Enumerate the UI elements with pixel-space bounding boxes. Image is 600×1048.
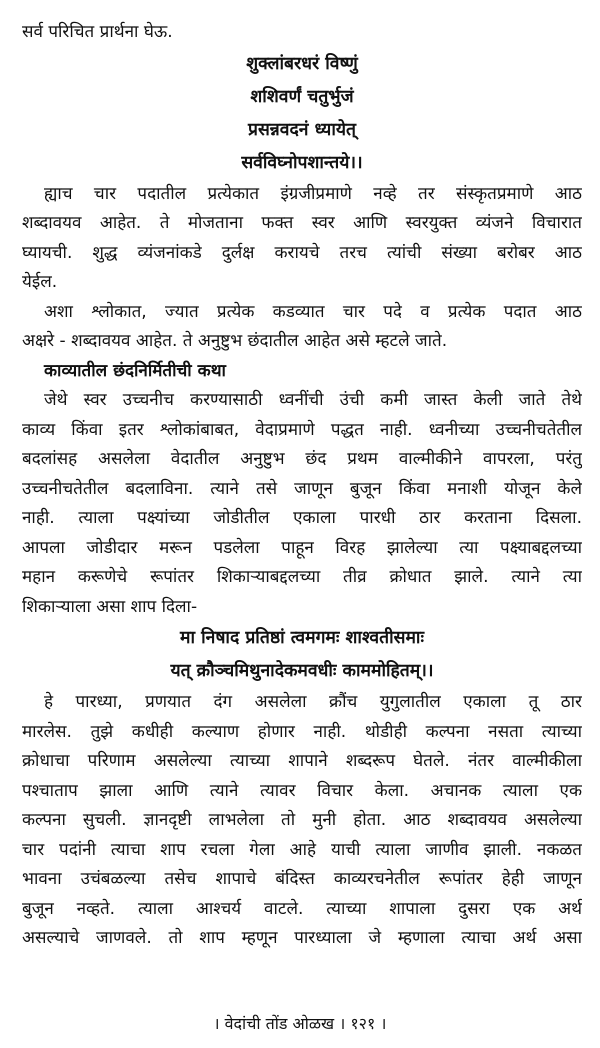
text-line: जेथे स्वर उच्चनीच करण्यासाठी ध्वनींची उंची कमी जास्त केली जाते तेथे xyxy=(44,390,582,410)
shloka-line: प्रसन्नवदनं ध्यायेत् xyxy=(248,119,356,140)
paragraph-anushtubh xyxy=(22,298,582,357)
text-line: भावना उचंबळल्या तसेच शापाचे बंदिस्त काव्यरचनेतील रूपांतर हेही जाणून xyxy=(22,869,582,889)
shloka-shuklambaradharam xyxy=(22,48,582,180)
intro-line: सर्व परिचित प्रार्थना घेऊ. xyxy=(22,22,173,42)
shloka-line: शशिवर्णं चतुर्भुजं xyxy=(250,86,354,107)
text-line: आपला जोडीदार मरून पडलेला पाहून विरह झालेल्या त्या पक्ष्याबद्दलच्या xyxy=(22,537,582,558)
shloka-line: मा निषाद प्रतिष्ठां त्वमगमः शाश्वतीसमाः xyxy=(179,628,424,648)
text-line: क्रोधाचा परिणाम असलेल्या त्याच्या शापाने शब्दरूप घेतले. नंतर वाल्मीकीला xyxy=(22,751,582,771)
text-line: शब्दावयव आहेत. ते मोजताना फक्त स्वर आणि स्वरयुक्त व्यंजने विचारात xyxy=(22,213,582,233)
text-line: ह्याच चार पदातील प्रत्येकात इंग्रजीप्रमाणे नव्हे तर संस्कृतप्रमाणे आठ xyxy=(44,183,582,204)
text-line: घ्यायची. शुद्ध व्यंजनांकडे दुर्लक्ष करायचे तरच त्यांची संख्या बरोबर आठ xyxy=(22,242,582,263)
section-heading: काव्यातील छंदनिर्मितीची कथा xyxy=(44,360,226,381)
text-line: मारलेस. तुझे कधीही कल्याण होणार नाही. थोडीही कल्पना नसता त्याच्या xyxy=(22,721,582,742)
text-line: महान करूणेचे रूपांतर शिकाऱ्याबद्दलच्या तीव्र क्रोधात झाले. त्याने त्या xyxy=(22,567,582,587)
paragraph-eight-syllables xyxy=(22,180,582,298)
text-line: कल्पना सुचली. ज्ञानदृष्टी लाभलेला तो मुनी होता. आठ शब्दावयव असलेल्या xyxy=(22,810,582,830)
shloka-line: सर्वविघ्नोपशान्तये।। xyxy=(241,152,363,173)
paragraph-valmiki-story xyxy=(22,386,582,622)
text-line: उच्चनीचतेतील बदलाविना. त्याने तसे जाणून बुजून किंवा मनाशी योजून केले xyxy=(22,478,582,499)
shloka-line: शुक्लांबरधरं विष्णुं xyxy=(246,53,358,74)
text-line: काव्य किंवा इतर श्लोकांबाबत, वेदाप्रमाणे पद्धत नाही. ध्वनीच्या उच्चनीचतेतील xyxy=(22,419,582,440)
text-line: अक्षरे - शब्दावयव आहेत. ते अनुष्टुभ छंदातील आहेत असे म्हटले जाते. xyxy=(22,331,448,351)
text-line: बदलांसह असलेला वेदातील अनुष्टुभ छंद प्रथम वाल्मीकीने वापरला, परंतु xyxy=(22,449,582,469)
paragraph-shloka-meaning xyxy=(22,688,582,954)
shloka-ma-nishada xyxy=(22,622,582,688)
text-line: शिकाऱ्याला असा शाप दिला- xyxy=(22,596,198,617)
text-line: हे पारध्या, प्रणयात दंग असलेला क्रौंच युगुलातील एकाला तू ठार xyxy=(44,692,582,712)
text-line: चार पदांनी त्याचा शाप रचला गेला आहे याची त्याला जाणीव झाली. नकळत xyxy=(22,839,582,860)
text-line: असल्याचे जाणवले. तो शाप म्हणून पारध्याला जे म्हणाला त्याचा अर्थ असा xyxy=(22,928,582,948)
page-footer: । वेदांची तोंड ओळख । १२१ । xyxy=(213,1014,387,1033)
page-body xyxy=(22,18,582,954)
text-line: नाही. त्याला पक्ष्यांच्या जोडीतील एकाला पारधी ठार करताना दिसला. xyxy=(22,508,582,528)
text-line: पश्चाताप झाला आणि त्याने त्यावर विचार केला. अचानक त्याला एक xyxy=(22,780,582,801)
text-line: येईल. xyxy=(22,272,58,292)
shloka-line: यत् क्रौञ्चमिथुनादेकमवधीः काममोहितम्।। xyxy=(170,661,434,681)
text-line: बुजून नव्हते. त्याला आश्चर्य वाटले. त्याच्या शापाला दुसरा एक अर्थ xyxy=(22,898,582,919)
text-line: अशा श्लोकात, ज्यात प्रत्येक कडव्यात चार पदे व प्रत्येक पदात आठ xyxy=(44,301,582,322)
